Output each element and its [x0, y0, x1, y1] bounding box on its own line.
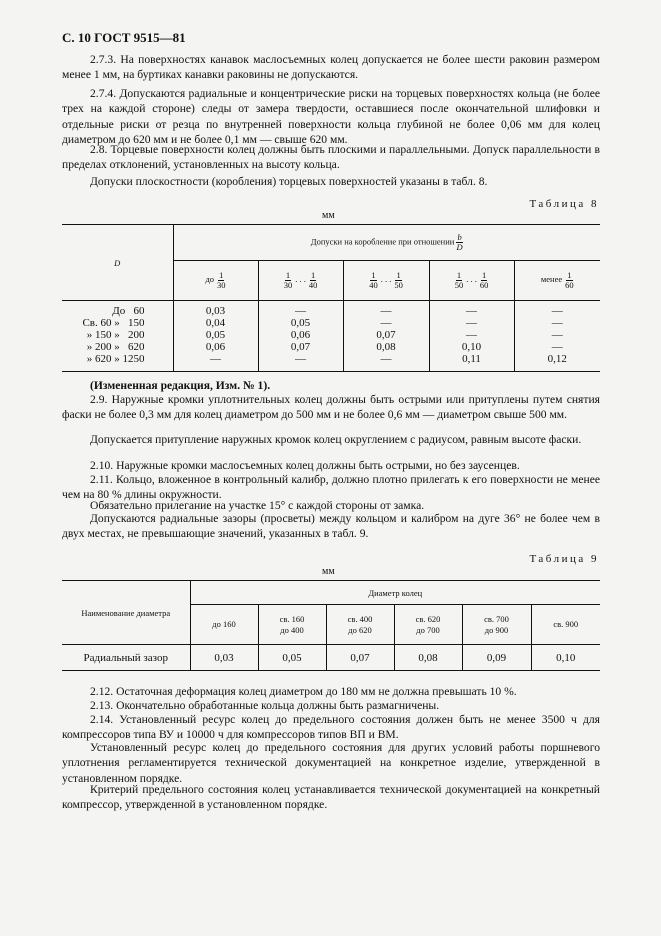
- table-8-d-cell: До 60: [62, 301, 173, 318]
- table-8: [62, 224, 600, 372]
- table-8-value-cell: 0,03: [173, 301, 258, 318]
- subheader-frac-a: [455, 271, 464, 290]
- table-8-group-header: [173, 225, 600, 261]
- table-8-value-cell: 0,05: [173, 329, 258, 341]
- table-8-value-cell: 0,04: [173, 317, 258, 329]
- subheader-ellipsis: . . .: [295, 274, 306, 285]
- table-9: [62, 580, 600, 671]
- subheader-line-2: до 700: [416, 624, 440, 635]
- subheader-frac-a: [217, 271, 226, 290]
- table-8-value-cell: 0,06: [173, 341, 258, 353]
- subheader-frac-b: [309, 271, 318, 290]
- paragraph-2-11-b: Обязательно прилегание на участке 15° с каждой стороны от замка.: [90, 499, 425, 512]
- subheader-frac-a-den: 60: [565, 280, 574, 290]
- table-row: [62, 301, 600, 318]
- table-8-value-cell: 0,06: [258, 329, 343, 341]
- table-9-row-label: Радиальный зазор: [62, 645, 190, 671]
- table-8-value-cell: —: [429, 301, 514, 318]
- subheader-frac-a: [369, 271, 378, 290]
- subheader-line-2: до 620: [348, 624, 372, 635]
- table-9-unit: мм: [322, 566, 335, 577]
- paragraph-2-14-b: Установленный ресурс колец до предельного состояния для других условий работы поршневого уплотнения регламентируется технической документацией на конкретное изделие, утвержденной в установленном порядке.: [62, 741, 600, 785]
- subheader-line-1: св. 900: [553, 619, 579, 629]
- subheader-frac-a-num: 1: [456, 270, 462, 280]
- table-8-group-header-text: Допуски на коробление при отношении: [310, 236, 455, 247]
- table-8-value-cell: —: [551, 304, 563, 317]
- subheader-frac-a-den: 30: [283, 280, 293, 290]
- subheader-ellipsis: . . .: [380, 274, 392, 285]
- subheader-frac-b-den: 50: [394, 280, 403, 290]
- subheader-frac-a-num: 1: [567, 270, 572, 280]
- table-9-subheader-3: [394, 605, 462, 645]
- subheader-line-1: до 160: [212, 619, 236, 629]
- subheader-frac-a-num: 1: [371, 270, 376, 280]
- subheader-ellipsis: . . .: [466, 274, 477, 285]
- subheader-frac-a-den: 50: [454, 280, 464, 290]
- paragraph-2-14-c: Критерий предельного состояния колец устанавливается технической документацией на конкретный компрессор, утвержденной в установленном порядке.: [62, 783, 600, 812]
- table-8-value-cell: —: [343, 353, 429, 372]
- paragraph-2-7-4: 2.7.4. Допускаются радиальные и концентрические риски на торцевых поверхностях кольца (не более трех на каждой стороне) следы от замера твердости, оставшиеся после окончательной шлифовки и отдельные риски от резца по внутренней поверхности кольца глубиной не более 0,06 мм для колец диаметром до 620 мм и не более 0,1 мм — свыше 620 мм.: [62, 87, 600, 147]
- table-8-value-cell: 0,12: [514, 353, 600, 372]
- subheader-frac-b-num: 1: [481, 270, 487, 280]
- table-8-d-cell: » 200 » 620: [62, 341, 173, 353]
- subheader-frac-b: [394, 271, 403, 290]
- table-8-value-cell: —: [173, 353, 258, 372]
- page-header: С. 10 ГОСТ 9515—81: [62, 30, 186, 45]
- subheader-line-2: до 400: [280, 624, 304, 635]
- table-9-group-header: Диаметр колец: [190, 581, 600, 605]
- table-9-value-cell: 0,08: [394, 645, 462, 671]
- ratio-denominator: D: [456, 242, 463, 252]
- table-8-unit: мм: [322, 210, 335, 221]
- subheader-line-1: св. 400: [347, 613, 373, 624]
- table-row: [62, 353, 600, 372]
- table-9-subheader-5: [531, 605, 600, 645]
- table-8-value-cell: 0,08: [343, 341, 429, 353]
- table-9-subheader-2: [326, 605, 394, 645]
- table-row: [62, 329, 600, 341]
- table-8-value-cell: —: [429, 317, 514, 329]
- subheader-frac-b-den: 60: [479, 280, 489, 290]
- subheader-frac-a: [565, 271, 574, 290]
- table-8-subheader-4: [514, 261, 600, 301]
- table-9-subheader-0: [190, 605, 258, 645]
- subheader-line-1: св. 700: [484, 613, 509, 624]
- subheader-frac-b-den: 40: [308, 280, 318, 290]
- table-8-value-cell: 0,07: [258, 341, 343, 353]
- table-8-value-cell: 0,07: [343, 329, 429, 341]
- subheader-line-1: св. 160: [279, 613, 305, 624]
- paragraph-2-10: 2.10. Наружные кромки маслосъемных колец должны быть острыми, но без заусенцев.: [90, 459, 520, 472]
- table-8-value-cell: —: [551, 328, 563, 341]
- subheader-frac-b-num: 1: [310, 270, 316, 280]
- table-9-caption: Таблица 9: [529, 553, 599, 565]
- subheader-frac-a-den: 30: [217, 280, 226, 290]
- table-8-value-cell: —: [551, 316, 563, 329]
- table-8-value-cell: —: [343, 317, 429, 329]
- table-8-subheader-1: [258, 261, 343, 301]
- table-8-value-cell: 0,11: [429, 353, 514, 372]
- table-8-d-cell: Св. 60 » 150: [62, 317, 173, 329]
- subheader-frac-a: [284, 271, 293, 290]
- table-8-d-cell: » 620 » 1250: [62, 353, 173, 372]
- table-8-caption: Таблица 8: [529, 198, 599, 210]
- paragraph-2-11-c: Допускаются радиальные зазоры (просветы) между кольцом и калибром на дуге 36° не более чем в двух местах, не превышающие значений, указанных в табл. 9.: [62, 512, 600, 541]
- table-8-value-cell: 0,10: [429, 341, 514, 353]
- table-9-value-cell: 0,09: [462, 645, 531, 671]
- table-8-value-cell: —: [258, 301, 343, 318]
- table-9-col-name: Наименование диаметра: [62, 581, 190, 645]
- subheader-frac-b: [480, 271, 489, 290]
- subheader-prefix: менее: [540, 274, 563, 285]
- table-8-value-cell: —: [551, 340, 563, 353]
- table-8-value-cell: 0,05: [258, 317, 343, 329]
- paragraph-2-12: 2.12. Остаточная деформация колец диаметром до 180 мм не должна превышать 10 %.: [90, 685, 517, 698]
- table-9-value-cell: 0,07: [326, 645, 394, 671]
- table-8-subheader-3: [429, 261, 514, 301]
- table-8-d-cell: » 150 » 200: [62, 329, 173, 341]
- table-row: [62, 317, 600, 329]
- table-8-subheader-2: [343, 261, 429, 301]
- table-8-value-cell: —: [429, 329, 514, 341]
- amendment-note: (Измененная редакция, Изм. № 1).: [90, 379, 271, 392]
- paragraph-2-14: 2.14. Установленный ресурс колец до предельного состояния должен быть не менее 3500 ч для компрессоров типа ВУ и 10000 ч для компрессоров типов ВП и ВМ.: [62, 713, 600, 742]
- paragraph-2-8-ref: Допуски плоскостности (коробления) торцевых поверхностей указаны в табл. 8.: [90, 175, 488, 188]
- paragraph-2-8: 2.8. Торцевые поверхности колец должны быть плоскими и параллельными. Допуск параллельности в пределах отклонений, установленных на высоту кольца.: [62, 143, 600, 172]
- ratio-numerator: b: [457, 232, 462, 242]
- subheader-frac-a-num: 1: [219, 270, 224, 280]
- table-8-col-d: D: [62, 225, 173, 301]
- table-9-value-cell: 0,03: [190, 645, 258, 671]
- paragraph-2-9-b: Допускается притупление наружных кромок колец округлением с радиусом, равным высоте фаски.: [90, 433, 582, 446]
- table-9-value-cell: 0,05: [258, 645, 326, 671]
- paragraph-2-11: 2.11. Кольцо, вложенное в контрольный калибр, должно плотно прилегать к его поверхности не менее чем на 80 % длины окружности.: [62, 473, 600, 502]
- table-8-value-cell: —: [343, 301, 429, 318]
- table-9-subheader-1: [258, 605, 326, 645]
- table-row: [62, 341, 600, 353]
- table-8-value-cell: —: [258, 353, 343, 372]
- subheader-prefix: до: [205, 274, 215, 285]
- subheader-line-2: до 900: [484, 624, 509, 635]
- subheader-frac-a-num: 1: [285, 270, 291, 280]
- subheader-frac-a-den: 40: [369, 280, 378, 290]
- paragraph-2-13: 2.13. Окончательно обработанные кольца должны быть размагничены.: [90, 699, 440, 712]
- paragraph-2-9: 2.9. Наружные кромки уплотнительных колец должны быть острыми или притуплены путем снятия фаски не более 0,3 мм для колец диаметром до 500 мм и не более 0,6 мм — диаметром свыше 500 мм.: [62, 393, 600, 422]
- paragraph-2-7-3: 2.7.3. На поверхностях канавок маслосъемных колец допускается не более шести раковин размером менее 1 мм, на буртиках канавки раковины не допускаются.: [62, 53, 600, 82]
- table-8-subheader-0: [173, 261, 258, 301]
- subheader-line-1: св. 620: [415, 613, 441, 624]
- subheader-frac-b-num: 1: [396, 270, 401, 280]
- table-9-subheader-4: [462, 605, 531, 645]
- table-9-value-cell: 0,10: [531, 645, 600, 671]
